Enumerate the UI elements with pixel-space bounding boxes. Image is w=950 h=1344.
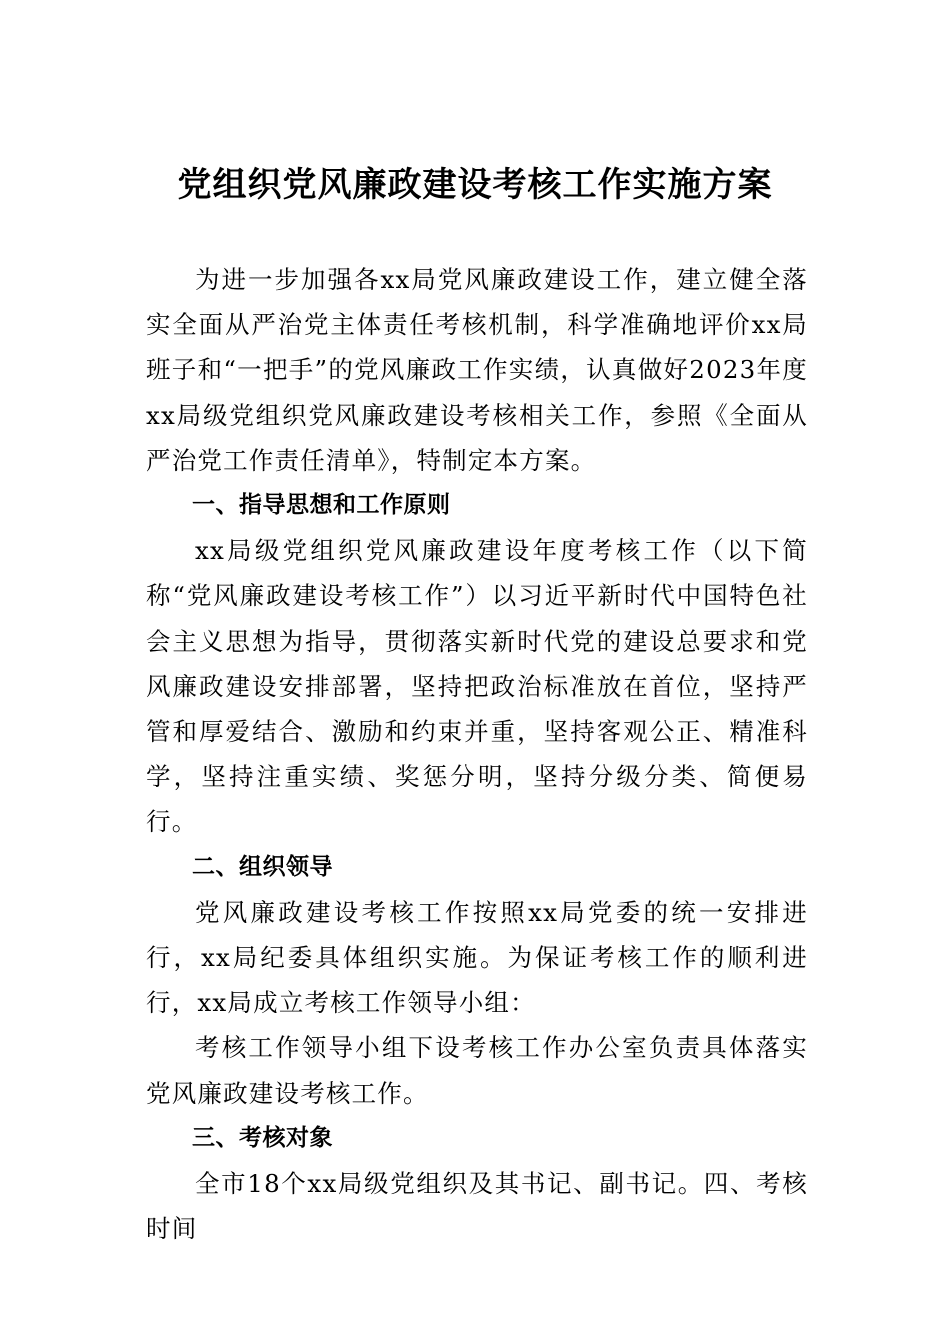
document-title: 党组织党风廉政建设考核工作实施方案 xyxy=(177,165,773,205)
section-paragraph: 全市18个xx局级党组织及其书记、副书记。四、考核时间 xyxy=(146,1169,808,1244)
section-paragraph: xx局级党组织党风廉政建设年度考核工作（以下简称“党风廉政建设考核工作”）以习近平新时代中国特色社会主义思想为指导，贯彻落实新时代党的建设总要求和党风廉政建设安排部署，坚持把政治标准放在首位，坚持严管和厚爱结合、激励和约束并重，坚持客观公正、精准科学，坚持注重实绩、奖惩分明，坚持分级分类、简便易行。 xyxy=(146,536,808,837)
section-heading-assessment-targets: 三、考核对象 xyxy=(192,1124,333,1151)
section-paragraph: 考核工作领导小组下设考核工作办公室负责具体落实党风廉政建设考核工作。 xyxy=(146,1033,808,1108)
section-heading-organization: 二、组织领导 xyxy=(192,853,333,880)
document-body xyxy=(146,257,808,1251)
section-heading-guiding-principles: 一、指导思想和工作原则 xyxy=(192,492,451,519)
intro-paragraph: 为进一步加强各xx局党风廉政建设工作，建立健全落实全面从严治党主体责任考核机制，科学准确地评价xx局班子和“一把手”的党风廉政工作实绩，认真做好2023年度xx局级党组织党风廉政建设考核相关工作，参照《全面从严治党工作责任清单》，特制定本方案。 xyxy=(146,265,808,475)
section-paragraph: 党风廉政建设考核工作按照xx局党委的统一安排进行，xx局纪委具体组织实施。为保证考核工作的顺利进行，xx局成立考核工作领导小组： xyxy=(146,897,808,1018)
